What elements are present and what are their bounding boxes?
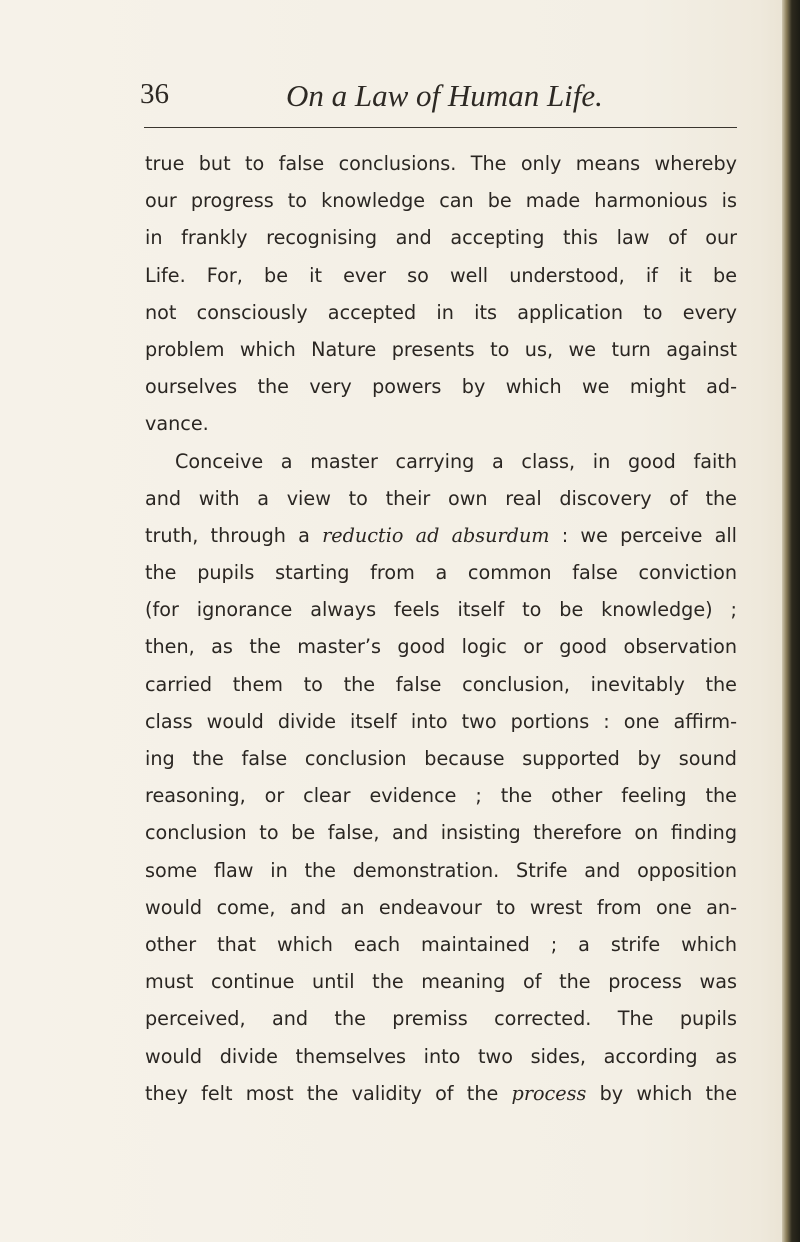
text-line: class would divide itself into two portions : one affirm- [145, 709, 737, 733]
text-line: problem which Nature presents to us, we turn against [145, 337, 737, 361]
text-run: they felt most the validity of the [145, 1081, 512, 1105]
text-line: other that which each maintained ; a strife which [145, 932, 737, 956]
header-rule [144, 127, 737, 128]
running-head: On a Law of Human Life. [286, 78, 603, 113]
italic-phrase: process [511, 1081, 587, 1105]
text-run: by which the [586, 1081, 738, 1105]
text-line: the pupils starting from a common false conviction [145, 561, 737, 585]
text-line: must continue until the meaning of the process was [145, 970, 737, 994]
text-line [145, 517, 737, 554]
text-line [145, 1075, 737, 1112]
text-line: in frankly recognising and accepting this law of our [145, 226, 737, 250]
text-line: some flaw in the demonstration. Strife and opposition [145, 858, 737, 882]
text-line: and with a view to their own real discovery of the [145, 486, 737, 510]
text-line: perceived, and the premiss corrected. The pupils [145, 1007, 737, 1031]
text-line: Conceive a master carrying a class, in good faith [175, 449, 737, 473]
text-line: (for ignorance always feels itself to be knowledge) ; [145, 598, 737, 622]
text-line: would come, and an endeavour to wrest from one an- [145, 895, 737, 919]
text-run: : we perceive all [549, 523, 737, 547]
text-line: then, as the master’s good logic or good observation [145, 635, 737, 659]
text-line: reasoning, or clear evidence ; the other feeling the [145, 784, 737, 808]
italic-phrase: reductio ad absurdum [322, 523, 550, 547]
body-text [145, 145, 737, 1112]
text-line: ourselves the very powers by which we might ad- [145, 375, 737, 399]
text-line: ing the false conclusion because supported by sound [145, 747, 737, 770]
binding-edge [782, 0, 800, 1242]
page-header [140, 78, 740, 128]
text-line: vance. [145, 412, 209, 436]
text-line: not consciously accepted in its application to every [145, 300, 737, 324]
text-line: true but to false conclusions. The only means whereby [145, 152, 737, 175]
text-line: carried them to the false conclusion, inevitably the [145, 672, 737, 696]
text-line: our progress to knowledge can be made harmonious is [145, 189, 737, 213]
page-number: 36 [140, 78, 169, 110]
text-run: truth, through a [145, 523, 323, 547]
text-line: would divide themselves into two sides, according as [145, 1044, 737, 1068]
text-line: conclusion to be false, and insisting therefore on finding [145, 821, 737, 845]
text-line: Life. For, be it ever so well understood, if it be [145, 263, 737, 287]
